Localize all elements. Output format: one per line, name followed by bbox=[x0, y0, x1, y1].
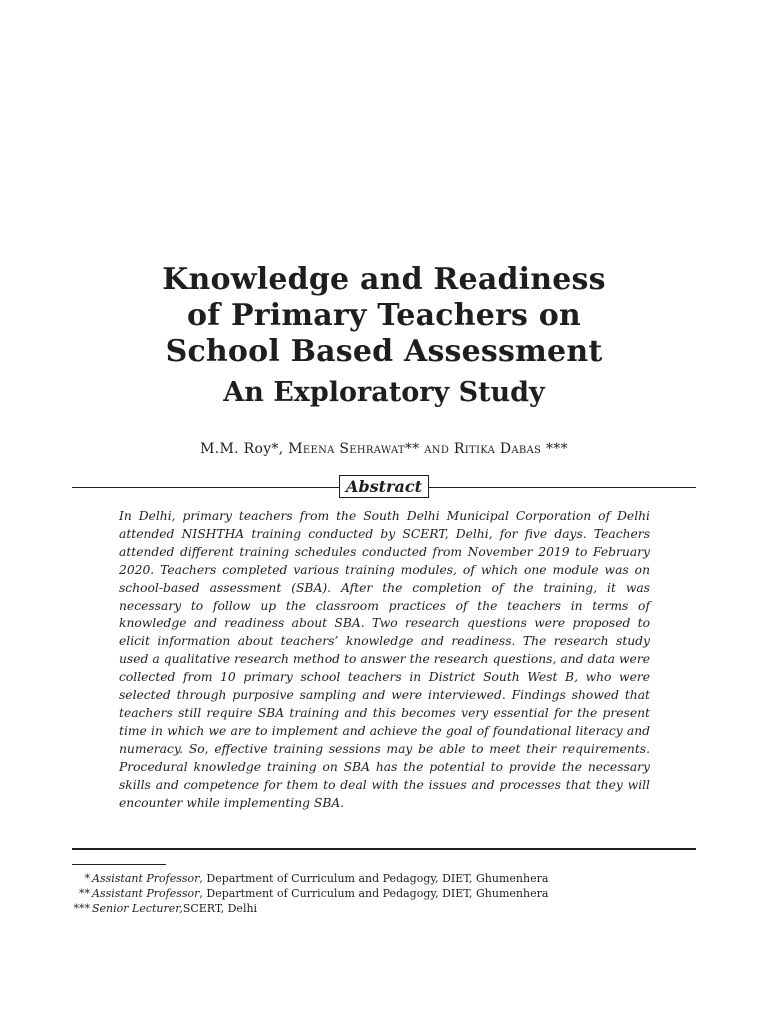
footnotes bbox=[72, 871, 692, 916]
footnote-role: Senior Lecturer, bbox=[92, 902, 183, 915]
title-line-1: Knowledge and Readiness bbox=[162, 262, 606, 297]
author-name-2: Meena Sehrawat bbox=[288, 441, 405, 457]
title-line-3: School Based Assessment bbox=[165, 334, 603, 369]
footnote-affiliation: SCERT, Delhi bbox=[182, 902, 258, 915]
article-title-block bbox=[0, 262, 768, 410]
footnote-mark: * bbox=[84, 872, 90, 885]
article-subtitle: An Exploratory Study bbox=[223, 377, 545, 408]
author-mark-1: * bbox=[271, 441, 279, 457]
footnote-affiliation: , Department of Curriculum and Pedagogy, DIET, Ghumenhera bbox=[199, 872, 549, 885]
abstract-end-divider bbox=[72, 848, 696, 850]
footnote-role: Assistant Professor bbox=[92, 872, 200, 885]
abstract-body: In Delhi, primary teachers from the South Delhi Municipal Corporation of Delhi attended NISHTHA training conducted by SCERT, Delhi, for five days. Teachers attended different training schedules conducted from November 2019 to February 2020. Teachers completed various training modules, of which one module was on school-based assessment (SBA). After the completion of the training, it was necessary to follow up the classroom practices of the teachers in terms of knowledge and readiness about SBA. Two research questions were proposed to elicit information about teachers’ knowledge and readiness. The research study used a qualitative research method to answer the research questions, and data were collected from 10 primary school teachers in District South West B, who were selected through purposive sampling and were interviewed. Findings showed that teachers still require SBA training and this becomes very essential for the present time in which we are to implement and achieve the goal of foundational literacy and numeracy. So, effective training sessions may be able to meet their requirements. Procedural knowledge training on SBA has the potential to provide the necessary skills and competence for them to deal with the issues and processes that they will encounter while implementing SBA. bbox=[119, 509, 650, 810]
author-separator: , bbox=[278, 441, 289, 457]
footnote-item bbox=[72, 871, 692, 886]
footnote-mark: ** bbox=[79, 887, 90, 900]
title-line-2: of Primary Teachers on bbox=[187, 298, 581, 333]
footnote-divider bbox=[72, 864, 166, 865]
footnote-role: Assistant Professor bbox=[92, 887, 200, 900]
abstract-heading: Abstract bbox=[339, 475, 429, 498]
footnote-affiliation: , Department of Curriculum and Pedagogy, DIET, Ghumenhera bbox=[199, 887, 549, 900]
author-name-3: Ritika Dabas bbox=[453, 441, 542, 457]
author-mark-3: *** bbox=[541, 441, 568, 457]
footnote-item bbox=[72, 886, 692, 901]
footnote-mark: *** bbox=[73, 902, 90, 915]
footnote-item bbox=[72, 901, 692, 916]
author-name-1: M.M. Roy bbox=[200, 441, 272, 457]
author-mark-2: ** bbox=[404, 441, 420, 457]
author-line bbox=[0, 439, 768, 459]
author-conjunction: and bbox=[419, 441, 454, 457]
